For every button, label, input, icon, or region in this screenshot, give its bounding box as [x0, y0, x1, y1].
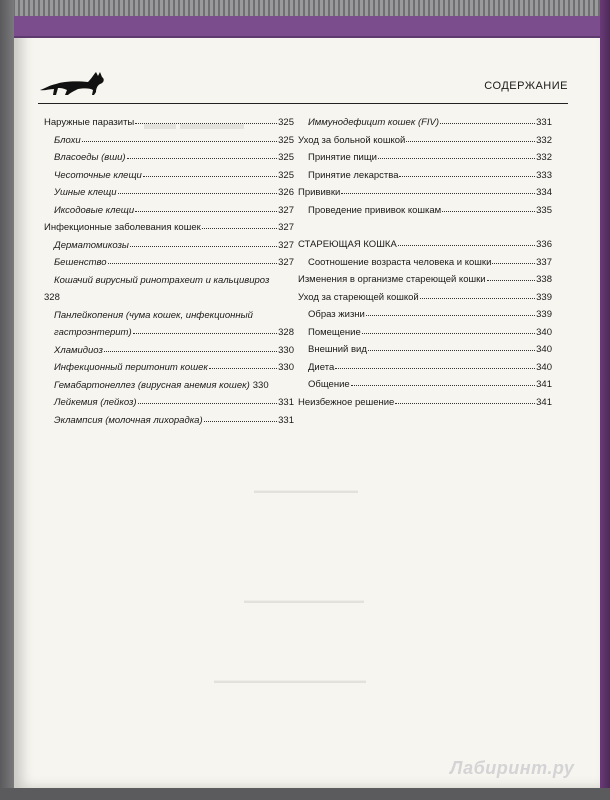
toc-entry-page: 327 [278, 222, 294, 233]
toc-entry-title: Хламидиоз [54, 344, 103, 356]
toc-entry[interactable] [44, 114, 294, 132]
toc-entry[interactable] [44, 184, 294, 202]
toc-entry-page: 336 [536, 239, 552, 250]
toc-entry-title: Соотношение возраста человека и кошки [308, 256, 492, 268]
dot-leader [420, 289, 535, 299]
toc-entry-title: Ушные клещи [54, 187, 117, 198]
toc-entry[interactable] [298, 376, 552, 394]
toc-entry-page: 325 [278, 134, 294, 146]
dot-leader [130, 237, 277, 247]
toc-entry-page: 337 [536, 256, 552, 268]
toc-entry-page: 340 [536, 361, 552, 373]
dot-leader [406, 132, 535, 142]
toc-entry-page: 332 [536, 152, 552, 163]
toc-entry-title: Внешний вид [308, 344, 367, 355]
show-through-text: ▬▬▬▬▬▬▬▬▬▬▬▬▬ [254, 486, 358, 495]
watermark-logo: Лабиринт.ру [450, 758, 575, 778]
toc-entry-title: Инфекционный перитонит кошек [54, 362, 208, 373]
toc-entry-page: 340 [536, 326, 552, 338]
dot-leader [395, 394, 535, 404]
show-through-text: ▬▬▬▬▬▬▬▬▬▬▬▬▬▬▬ [244, 596, 364, 605]
dot-leader [341, 184, 535, 194]
toc-entry-title: Прививки [298, 187, 341, 198]
toc-entry-title: Неизбежное решение [298, 396, 395, 408]
toc-entry[interactable] [298, 132, 552, 150]
toc-entry[interactable] [44, 359, 294, 377]
toc-entry-page: 328 [278, 327, 294, 338]
toc-entry[interactable] [44, 132, 294, 150]
toc-entry-title: Общение [308, 379, 350, 390]
toc-entry-title: Власоеды (вши) [54, 152, 126, 163]
header-rule [38, 103, 568, 104]
toc-entry[interactable] [44, 167, 294, 185]
toc-entry-page: 326 [278, 187, 294, 198]
dot-leader [362, 324, 535, 334]
dot-leader [202, 219, 277, 229]
toc-entry[interactable] [298, 359, 552, 377]
toc-entry[interactable] [44, 377, 294, 395]
section-title: СОДЕРЖАНИЕ [484, 80, 568, 92]
book-page [14, 16, 600, 788]
toc-entry-title: Проведение прививок кошкам [308, 204, 442, 216]
toc-entry[interactable] [44, 254, 294, 272]
dot-leader [440, 114, 535, 124]
toc-entry[interactable] [44, 219, 294, 237]
toc-entry[interactable] [44, 272, 294, 307]
toc-left-column [44, 114, 294, 429]
toc-entry-page: 327 [278, 257, 294, 268]
toc-entry-title: Наружные паразиты [44, 117, 135, 128]
toc-entry-title: Блохи [54, 134, 81, 146]
toc-entry-page: 325 [278, 117, 294, 128]
dot-leader [368, 341, 535, 351]
toc-entry-title: Инфекционные заболевания кошек [44, 222, 201, 233]
dot-leader [127, 149, 278, 159]
book-cover-right-edge [600, 0, 610, 800]
toc-entry-title: Помещение [308, 326, 361, 338]
toc-entry[interactable] [298, 114, 552, 132]
toc-entry[interactable] [44, 394, 294, 412]
toc-entry-title-cont: гастроэнтерит) [54, 327, 132, 338]
dot-leader [143, 167, 277, 177]
toc-entry-page: 340 [536, 344, 552, 355]
toc-entry-page: 331 [278, 414, 294, 426]
toc-entry-page: 330 [278, 362, 294, 373]
toc-entry-title: Уход за больной кошкой [298, 134, 406, 146]
toc-entry[interactable] [298, 202, 552, 220]
cat-silhouette-icon [38, 68, 116, 96]
dot-leader [82, 132, 277, 142]
dot-leader [492, 254, 535, 264]
dot-leader [366, 306, 535, 316]
toc-entry-page: 325 [278, 169, 294, 181]
toc-entry-page: 335 [536, 204, 552, 216]
toc-entry[interactable] [298, 167, 552, 185]
show-through-text: ▬▬▬▬▬▬▬▬▬▬▬▬▬▬▬▬▬▬▬ [214, 676, 366, 685]
dot-leader [209, 359, 277, 369]
toc-entry-page: 338 [536, 274, 552, 285]
toc-entry-title: Иксодовые клещи [54, 204, 135, 216]
toc-entry[interactable] [298, 271, 552, 289]
toc-entry-title: Диета [308, 361, 335, 373]
toc-entry[interactable] [44, 202, 294, 220]
dot-leader [133, 324, 278, 334]
toc-entry-page: 334 [536, 187, 552, 198]
toc-spacer [298, 219, 552, 236]
toc-entry-page: 325 [278, 152, 294, 163]
toc-entry-title: Изменения в организме стареющей кошки [298, 274, 486, 285]
toc-entry[interactable] [298, 324, 552, 342]
dot-leader [487, 271, 536, 281]
dot-leader [108, 254, 278, 264]
dot-leader [104, 342, 277, 352]
toc-entry-title: Бешенство [54, 257, 107, 268]
toc-entry-page: 332 [536, 134, 552, 146]
toc-entry[interactable] [44, 237, 294, 255]
toc-entry-page: 327 [278, 239, 294, 251]
toc-entry[interactable] [298, 289, 552, 307]
toc-entry[interactable] [298, 184, 552, 202]
dot-leader [398, 236, 535, 246]
dot-leader [135, 202, 277, 212]
toc-entry-page: 339 [536, 291, 552, 303]
toc-entry-title: Принятие пищи [308, 152, 377, 163]
toc-entry-page: 331 [536, 117, 552, 128]
dot-leader [335, 359, 535, 369]
toc-entry-title: Лейкемия (лейкоз) [54, 397, 137, 408]
dot-leader [204, 412, 278, 422]
dot-leader [135, 114, 277, 124]
page-top-bar [14, 16, 600, 38]
dot-leader [138, 394, 278, 404]
toc-entry[interactable] [44, 149, 294, 167]
toc-entry-page: 330 [278, 344, 294, 356]
toc-entry-page: 333 [536, 169, 552, 181]
dot-leader [442, 202, 535, 212]
toc-entry-page: 341 [536, 379, 552, 390]
toc-entry[interactable] [44, 307, 294, 342]
toc-entry-page: 328 [44, 292, 60, 303]
toc-right-column [298, 114, 552, 411]
toc-entry-page: 341 [536, 396, 552, 408]
toc-entry-title: Чесоточные клещи [54, 169, 142, 181]
book-spine-edge [0, 0, 14, 800]
toc-entry-title: Гемабартонеллез (вирусная анемия кошек) [54, 379, 250, 391]
toc-entry-title: Принятие лекарства [308, 169, 399, 181]
book-cover-bottom-edge [0, 788, 610, 800]
page-header [38, 68, 568, 100]
toc-entry[interactable] [298, 306, 552, 324]
dot-leader [351, 376, 535, 386]
toc-entry[interactable] [298, 341, 552, 359]
toc-entry-title: Панлейкопения (чума кошек, инфекционный [54, 309, 253, 321]
toc-entry-title: Образ жизни [308, 309, 365, 320]
toc-entry-page: 331 [278, 397, 294, 408]
toc-entry[interactable] [298, 149, 552, 167]
toc-entry[interactable] [298, 394, 552, 412]
toc-entry-title: Дерматомикозы [54, 239, 129, 251]
toc-entry-title: Иммунодефицит кошек (FIV) [308, 117, 440, 128]
toc-entry-page: 339 [536, 309, 552, 320]
dot-leader [378, 149, 535, 159]
dot-leader [118, 184, 278, 194]
show-through-text: ▬▬ ▬▬▬▬ [144, 116, 244, 133]
toc-entry-title: Уход за стареющей кошкой [298, 291, 419, 303]
toc-entry-title: Кошачий вирусный ринотрахеит и кальцивироз [54, 274, 270, 286]
toc-entry[interactable] [298, 254, 552, 272]
toc-entry[interactable] [298, 236, 552, 254]
toc-entry-title: СТАРЕЮЩАЯ КОШКА [298, 239, 397, 250]
dot-leader [399, 167, 535, 177]
toc-entry-page: 330 [252, 379, 269, 391]
toc-entry[interactable] [44, 342, 294, 360]
toc-entry-page: 327 [278, 204, 294, 216]
toc-entry[interactable] [44, 412, 294, 430]
toc-entry-title: Эклампсия (молочная лихорадка) [54, 414, 203, 426]
